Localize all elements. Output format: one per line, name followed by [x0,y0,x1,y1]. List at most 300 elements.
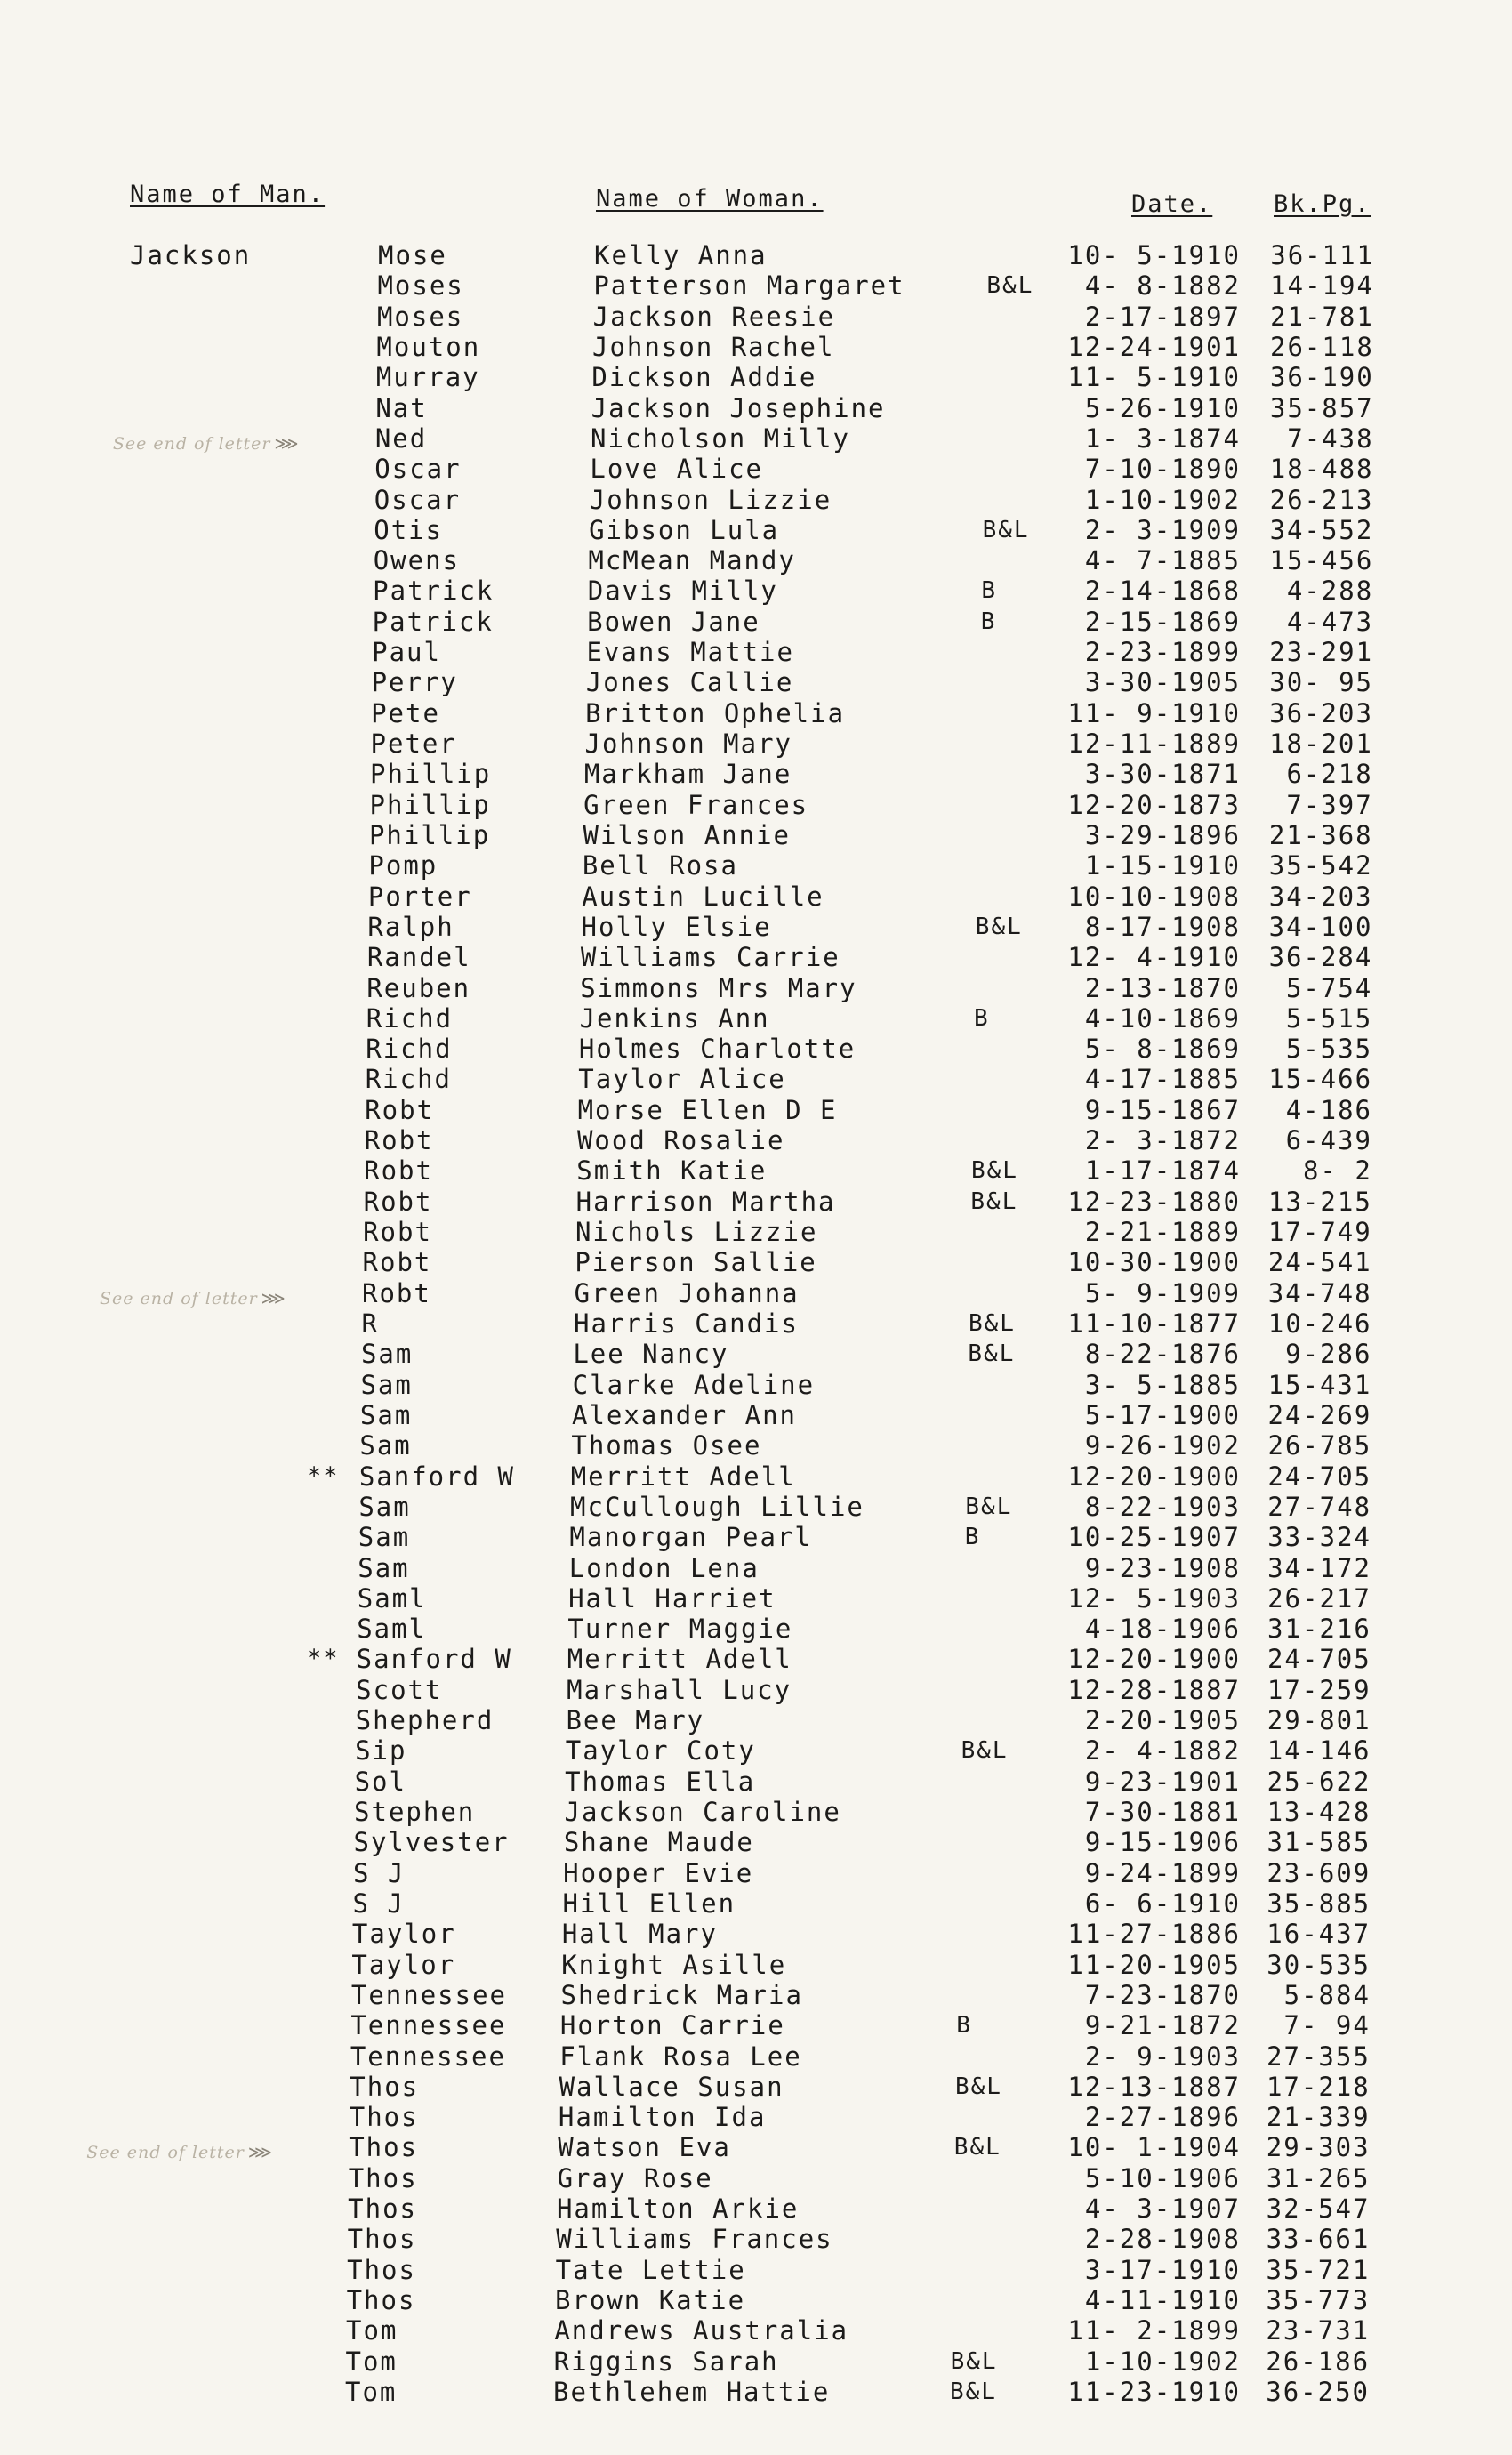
book-page: 10-246 [1267,1308,1372,1339]
marriage-date: 5-17-1900 [1084,1399,1241,1430]
man-first-name: Tom [345,2346,398,2377]
man-first-name: Sam [358,1552,410,1583]
woman-name: Johnson Rachel [592,331,835,362]
marriage-date: 7-30-1881 [1084,1797,1241,1828]
book-page: 4-186 [1285,1094,1372,1125]
table-row [0,1767,1512,1797]
table-row [0,576,1512,606]
book-page: 14-194 [1270,270,1374,302]
marriage-date: 12-28-1887 [1067,1674,1241,1705]
book-page: 18-488 [1269,454,1374,485]
marriage-date: 1-10-1902 [1084,2346,1241,2377]
table-row [0,1614,1512,1644]
record-code: B&L [953,2134,1001,2161]
man-first-name: Thos [347,2254,416,2285]
book-page: 24-541 [1267,1247,1372,1278]
book-page: 34-203 [1268,881,1373,912]
woman-name: Green Johanna [574,1277,800,1308]
marriage-date: 11- 5-1910 [1067,362,1241,393]
book-page: 34-172 [1267,1552,1371,1583]
marriage-date: 4-18-1906 [1084,1614,1241,1645]
woman-name: Gibson Lula [589,514,780,545]
woman-name: Merritt Adell [567,1644,792,1675]
table-row [0,302,1512,332]
table-row [0,362,1512,392]
table-row [0,1644,1512,1674]
man-first-name: Tennessee [350,2040,506,2072]
table-row [0,2072,1512,2102]
man-first-name: Sylvester [353,1827,510,1858]
man-first-name: Richd [366,1034,453,1065]
header-bk-pg: Bk.Pg. [1274,190,1371,218]
man-first-name: Moses [377,270,464,302]
duplicate-mark: ** [307,1461,340,1490]
marriage-date: 9-15-1906 [1084,1827,1241,1858]
book-page: 36-203 [1269,697,1373,728]
book-page: 17-749 [1267,1217,1372,1248]
woman-name: Jenkins Ann [579,1002,770,1034]
book-page: 6-439 [1285,1125,1372,1156]
marriage-date: 12-20-1900 [1067,1644,1241,1675]
man-first-name: Sam [360,1339,414,1370]
table-row [0,1155,1512,1186]
book-page: 5-754 [1285,972,1373,1003]
book-page: 29-303 [1266,2132,1371,2163]
marriage-date: 4-10-1869 [1084,1002,1241,1034]
marriage-date: 12-11-1889 [1067,728,1241,760]
marriage-date: 12-23-1880 [1067,1186,1241,1217]
marriage-date: 12-24-1901 [1067,331,1241,362]
woman-name: Dickson Addie [591,362,817,393]
surname-cell: Jackson [130,240,252,270]
marriage-date: 12- 4-1910 [1067,942,1241,973]
book-page: 21-781 [1270,301,1374,332]
man-first-name: Scott [356,1674,443,1705]
woman-name: Bee Mary [566,1705,705,1736]
man-first-name: Thos [349,2102,419,2133]
book-page: 23-291 [1269,637,1374,668]
book-page: 35-721 [1266,2254,1371,2285]
woman-name: London Lena [568,1552,760,1583]
record-code: B&L [975,913,1023,940]
book-page: 33-324 [1267,1522,1371,1553]
marriage-date: 9-15-1867 [1084,1094,1241,1125]
book-page: 32-547 [1266,2193,1371,2225]
book-page: 36-190 [1269,362,1374,393]
book-page: 31-585 [1267,1827,1371,1858]
man-first-name: Taylor [351,1919,456,1950]
man-first-name: Peter [370,728,457,760]
man-first-name: Saml [357,1614,427,1645]
book-page: 17-218 [1266,2071,1371,2102]
man-first-name: Patrick [373,576,495,607]
book-page: 23-731 [1266,2315,1371,2346]
woman-name: Horton Carrie [559,2010,785,2041]
woman-name: Evans Mattie [586,637,794,668]
woman-name: Jackson Caroline [564,1797,841,1828]
record-code: B&L [961,1737,1009,1765]
man-first-name: Owens [373,545,461,576]
marriage-date: 7-23-1870 [1084,1979,1241,2010]
record-code: B&L [950,2379,997,2405]
woman-name: Riggins Sarah [553,2346,779,2377]
book-page: 5-535 [1285,1034,1373,1065]
man-first-name: Robt [362,1277,431,1308]
table-row [0,1583,1512,1614]
man-first-name: Mose [378,240,447,270]
man-first-name: Robt [363,1217,432,1248]
man-first-name: Perry [371,667,458,698]
book-page: 26-186 [1266,2346,1371,2377]
table-row [0,607,1512,637]
table-row [0,1400,1512,1430]
man-first-name: Reuben [366,972,471,1003]
table-row [0,881,1512,912]
man-first-name: Phillip [370,759,492,790]
marriage-date: 11- 2-1899 [1067,2315,1241,2346]
woman-name: Nichols Lizzie [575,1217,818,1248]
record-code: B&L [969,1310,1016,1337]
man-first-name: Phillip [369,789,491,820]
marriage-date: 10-30-1900 [1067,1247,1241,1278]
marriage-date: 12-20-1873 [1067,789,1241,820]
table-row [0,545,1512,576]
table-row [0,2255,1512,2285]
table-row [0,1888,1512,1919]
book-page: 23-609 [1267,1857,1371,1888]
book-page: 35-773 [1266,2285,1371,2316]
man-first-name: Pomp [368,850,438,881]
table-row [0,485,1512,515]
marriage-date: 12- 5-1903 [1067,1582,1241,1614]
header-date: Date. [1131,190,1213,218]
table-row [0,423,1512,454]
man-first-name: Oscar [374,454,462,485]
marriage-date: 2- 3-1909 [1084,514,1241,545]
woman-name: Shane Maude [563,1827,754,1858]
marriage-date: 2- 9-1903 [1084,2040,1241,2072]
record-code: B&L [982,516,1030,543]
note-text: See end of letter [86,2143,245,2163]
table-row [0,1461,1512,1492]
man-first-name: Stephen [354,1797,476,1828]
man-first-name: Paul [372,637,441,668]
table-row [0,1095,1512,1125]
book-page: 26-118 [1270,331,1374,362]
marriage-date: 10-10-1908 [1067,881,1241,912]
table-row [0,1827,1512,1857]
table-row [0,698,1512,728]
book-page: 34-748 [1267,1277,1372,1308]
marriage-date: 2-20-1905 [1084,1705,1241,1736]
book-page: 16-437 [1267,1919,1371,1950]
man-first-name: Sam [358,1491,411,1522]
woman-name: Turner Maggie [567,1614,793,1645]
table-row [0,2315,1512,2346]
table-row [0,850,1512,881]
table-row [0,973,1512,1003]
marriage-date: 2- 3-1872 [1084,1125,1241,1156]
man-first-name: Richd [365,1064,453,1095]
woman-name: Lee Nancy [573,1339,729,1370]
book-page: 5-515 [1285,1002,1373,1034]
header-name-of-woman: Name of Woman. [596,185,824,213]
table-row [0,1034,1512,1064]
man-first-name: Pete [371,697,440,728]
woman-name: Knight Asille [561,1949,787,1980]
book-page: 35-885 [1267,1888,1371,1919]
book-page: 13-215 [1268,1186,1372,1217]
man-first-name: Ned [374,423,428,454]
woman-name: Britton Ophelia [585,697,846,728]
marriage-date: 2-13-1870 [1084,972,1241,1003]
woman-name: Williams Frances [556,2224,833,2255]
man-first-name: Patrick [372,606,494,637]
man-first-name: Sol [354,1766,406,1797]
book-page: 21-368 [1268,819,1373,850]
arrow-icon: ⋙ [261,1288,286,1308]
woman-name: Hall Mary [561,1919,718,1950]
man-first-name: Sam [359,1430,412,1461]
record-code: B&L [970,1187,1018,1215]
marriage-date: 7-10-1890 [1084,454,1241,485]
man-first-name: Porter [367,881,472,912]
book-page: 24-705 [1267,1644,1371,1675]
woman-name: Marshall Lucy [567,1674,792,1705]
table-row [0,820,1512,850]
man-first-name: Moses [376,301,464,332]
marriage-date: 9-23-1901 [1084,1766,1241,1797]
man-first-name: Tennessee [350,1979,507,2010]
marriage-date: 10- 1-1904 [1067,2132,1241,2163]
marriage-date: 1-10-1902 [1084,484,1241,515]
table-row [0,2102,1512,2132]
book-page: 36-111 [1270,240,1374,270]
marriage-date: 9-26-1902 [1084,1430,1241,1461]
woman-name: Pierson Sallie [575,1247,817,1278]
woman-name: Patterson Margaret [593,270,905,302]
man-first-name: Mouton [376,331,481,362]
record-code: B&L [986,272,1034,300]
record-code: B [974,1004,990,1032]
man-first-name: Thos [348,2193,417,2225]
table-row [0,942,1512,972]
book-page: 33-661 [1266,2224,1371,2255]
woman-name: Flank Rosa Lee [559,2040,802,2072]
table-row [0,1522,1512,1552]
table-row [0,1675,1512,1705]
marriage-date: 12-20-1900 [1067,1461,1241,1492]
woman-name: Andrews Australia [554,2315,849,2346]
table-row [0,1950,1512,1980]
book-page: 7-397 [1286,789,1373,820]
woman-name: Jones Callie [585,667,794,698]
table-row [0,1980,1512,2010]
woman-name: Love Alice [590,454,763,485]
man-first-name: Thos [347,2224,417,2255]
table-row [0,1705,1512,1735]
man-first-name: Robt [365,1094,435,1125]
woman-name: Taylor Alice [578,1064,786,1095]
marriage-date: 2-15-1869 [1084,606,1241,637]
table-row [0,1553,1512,1583]
man-first-name: Thos [348,2162,418,2193]
woman-name: Hamilton Ida [558,2102,767,2133]
table-row [0,2132,1512,2162]
marriage-date: 4-17-1885 [1084,1064,1241,1095]
table-row [0,1797,1512,1827]
marriage-date: 3-17-1910 [1084,2254,1241,2285]
woman-name: Bethlehem Hattie [553,2377,831,2407]
note-text: See end of letter [112,433,271,454]
woman-name: Alexander Ann [572,1399,797,1430]
marriage-date: 5- 8-1869 [1084,1034,1241,1065]
marriage-date: 4- 3-1907 [1084,2193,1241,2225]
woman-name: Thomas Ella [565,1766,756,1797]
table-row [0,332,1512,362]
marriage-date: 1- 3-1874 [1084,423,1241,454]
marriage-date: 2-21-1889 [1084,1217,1241,1248]
table-row [0,2041,1512,2072]
table-row [0,240,1512,270]
marriage-date: 3-29-1896 [1084,819,1241,850]
marriage-date: 11-20-1905 [1067,1949,1241,1980]
marriage-date: 2-27-1896 [1084,2102,1241,2133]
marriage-date: 11-23-1910 [1067,2377,1241,2407]
book-page: 35-857 [1269,392,1374,423]
marriage-date: 12-13-1887 [1067,2071,1241,2102]
book-page: 29-801 [1267,1705,1371,1736]
woman-name: Hall Harriet [568,1582,776,1614]
man-first-name: Sam [360,1369,413,1400]
woman-name: Jackson Josephine [591,392,886,423]
marriage-date: 4- 8-1882 [1084,270,1241,302]
table-row [0,2346,1512,2377]
table-row [0,1735,1512,1766]
marriage-date: 8-22-1903 [1084,1491,1241,1522]
book-page: 30-535 [1267,1949,1371,1980]
table-row [0,1187,1512,1217]
record-code: B [980,608,997,635]
woman-name: Brown Katie [554,2285,746,2316]
record-code: B [956,2012,972,2040]
table-row [0,2377,1512,2407]
table-row [0,1217,1512,1247]
marriage-date: 8-22-1876 [1084,1339,1241,1370]
book-page: 21-339 [1266,2102,1371,2133]
book-page: 31-265 [1266,2162,1371,2193]
marriage-date: 1-17-1874 [1084,1155,1241,1187]
record-code: B&L [965,1493,1013,1520]
man-first-name: Murray [375,362,480,393]
book-page: 13-428 [1267,1797,1371,1828]
book-page: 35-542 [1268,850,1373,881]
man-first-name: Thos [349,2132,419,2163]
man-first-name: Robt [362,1247,432,1278]
marriage-date: 10-25-1907 [1067,1522,1241,1553]
table-row [0,728,1512,759]
man-first-name: Tennessee [350,2010,507,2041]
man-first-name: Taylor [351,1949,456,1980]
record-code: B&L [950,2347,998,2375]
woman-name: Jackson Reesie [592,301,836,332]
man-first-name: Saml [357,1582,427,1614]
table-row [0,1919,1512,1949]
table-row [0,393,1512,423]
marriage-date: 3-30-1905 [1084,667,1241,698]
man-first-name: Sanford W [356,1644,512,1675]
woman-name: McMean Mandy [588,545,796,576]
header-name-of-man: Name of Man. [130,181,326,208]
man-first-name: S J [352,1857,406,1888]
man-first-name: Robt [363,1186,433,1217]
book-page: 34-552 [1269,514,1374,545]
book-page: 6-218 [1286,759,1373,790]
table-row [0,1339,1512,1369]
book-page: 26-785 [1267,1430,1372,1461]
record-code: B&L [971,1157,1018,1185]
woman-name: Watson Eva [558,2132,731,2163]
woman-name: Morse Ellen D E [577,1094,838,1125]
book-page: 18-201 [1269,728,1373,760]
table-row [0,2285,1512,2315]
woman-name: Wood Rosalie [576,1125,785,1156]
table-row [0,1064,1512,1094]
book-page: 27-748 [1267,1491,1372,1522]
man-first-name: Tom [345,2377,398,2407]
table-row [0,912,1512,942]
book-page: 24-705 [1267,1461,1372,1492]
man-first-name: Sam [358,1522,411,1553]
woman-name: Markham Jane [583,759,792,790]
man-first-name: Tom [346,2315,398,2346]
table-row [0,454,1512,484]
book-page: 4-288 [1286,576,1374,607]
woman-name: Wilson Annie [583,819,792,850]
marriage-date: 3- 5-1885 [1084,1369,1241,1400]
book-page: 30- 95 [1269,667,1373,698]
table-row [0,2224,1512,2254]
man-first-name: Oscar [374,484,462,515]
book-page: 14-146 [1267,1735,1371,1767]
table-row [0,1370,1512,1400]
woman-name: Simmons Mrs Mary [580,972,857,1003]
man-first-name: Robt [364,1125,434,1156]
woman-name: Hamilton Arkie [556,2193,800,2225]
woman-name: Davis Milly [587,576,778,607]
table-row [0,637,1512,667]
man-first-name: Thos [350,2071,420,2102]
marriage-date: 5-10-1906 [1084,2162,1241,2193]
book-page: 34-100 [1268,911,1373,942]
book-page: 9-286 [1285,1339,1372,1370]
table-row [0,1308,1512,1339]
woman-name: Thomas Osee [571,1430,762,1461]
marriage-date: 4- 7-1885 [1084,545,1241,576]
woman-name: Harrison Martha [575,1186,836,1217]
marriage-date: 11-27-1886 [1067,1919,1241,1950]
book-page: 8- 2 [1303,1155,1372,1187]
book-page: 7-438 [1287,423,1374,454]
book-page: 25-622 [1267,1766,1371,1797]
book-page: 36-250 [1266,2377,1370,2407]
duplicate-mark: ** [307,1645,340,1673]
woman-name: Tate Lettie [555,2254,746,2285]
woman-name: Manorgan Pearl [569,1522,812,1553]
marriage-date: 9-21-1872 [1084,2010,1241,2041]
marriage-date: 2- 4-1882 [1084,1735,1241,1767]
table-row [0,1278,1512,1308]
